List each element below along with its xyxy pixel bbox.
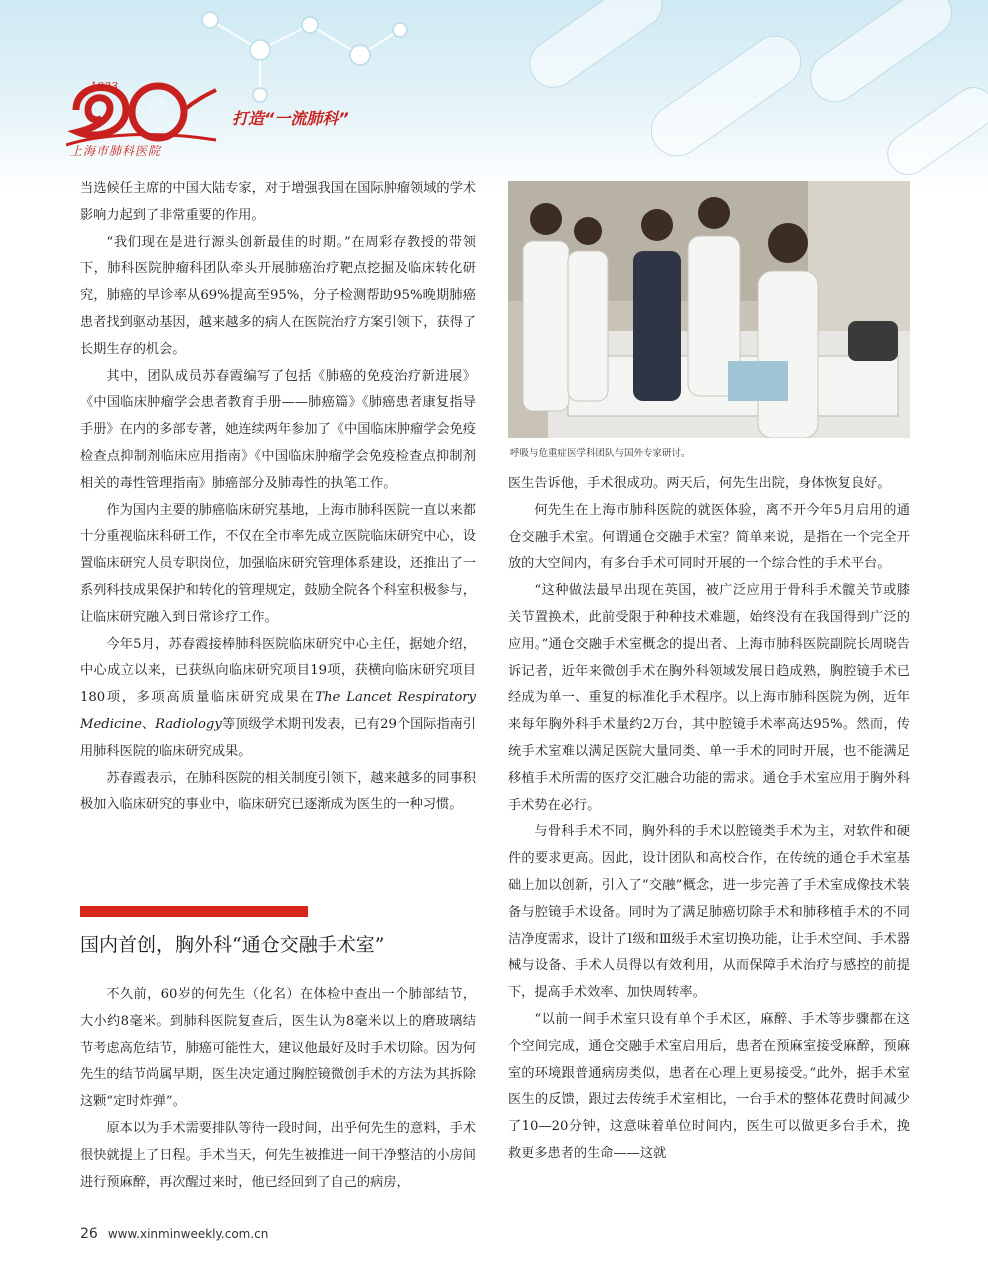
separator: 、 bbox=[141, 716, 156, 732]
paragraph: “我们现在是进行源头创新最佳的时期。”在周彩存教授的带领下，肺科医院肿瘤科团队牵头开展肺癌治疗靶点挖掘及临床转化研究，肺癌的早诊率从69%提高至95%，分子检测帮助95%晚期肺癌患者找到驱动基因，越来越多的病人在医院治疗方案引领下，获得了长期生存的机会。 bbox=[80, 234, 476, 357]
photo-illustration bbox=[508, 181, 910, 438]
page-footer bbox=[80, 1226, 268, 1242]
logo-hospital-name: 上海市肺科医院 bbox=[70, 144, 162, 158]
paragraph: 苏春霞表示，在肺科医院的相关制度引领下，越来越多的同事积极加入临床研究的事业中，临床研究已逐渐成为医生的一种习惯。 bbox=[80, 770, 476, 813]
paragraph: 当选候任主席的中国大陆专家，对于增强我国在国际肿瘤领域的学术影响力起到了非常重要的作用。 bbox=[80, 181, 476, 223]
page-number: 26 bbox=[80, 1226, 98, 1242]
paragraph: 不久前，60岁的何先生（化名）在体检中查出一个肺部结节，大小约8毫米。到肺科医院复查后，医生认为8毫米以上的磨玻璃结节考虑高危结节，肺癌可能性大，建议他最好及时手术切除。因为何先生的结节尚属早期，医生决定通过胸腔镜微创手术的方法为其拆除这颗“定时炸弹”。 bbox=[80, 987, 476, 1110]
header-title-quote: “一流肺科” bbox=[264, 109, 349, 128]
right-column bbox=[508, 471, 910, 1168]
paragraph: “以前一间手术室只设有单个手术区，麻醉、手术等步骤都在这个空间完成，通仓交融手术室启用后，患者在预麻室接受麻醉，预麻室的环境跟普通病房类似，患者在心理上更易接受。”此外，据手术室医生的反馈，跟过去传统手术室相比，一台手术的整体花费时间减少了10—20分钟，这意味着单位时间内，医生可以做更多台手术，挽救更多患者的生命——这就 bbox=[508, 1011, 910, 1161]
website-link[interactable]: www.xinminweekly.com.cn bbox=[107, 1227, 269, 1241]
section-accent-bar bbox=[80, 906, 308, 917]
journal-name: Radiology bbox=[155, 716, 222, 732]
logo-year: 1933 bbox=[90, 80, 118, 93]
left-column bbox=[80, 176, 476, 819]
header-title bbox=[232, 106, 349, 129]
paragraph: 原本以为手术需要排队等待一段时间，出乎何先生的意料，手术很快就提上了日程。手术当天，何先生被推进一间干净整洁的小房间进行预麻醉，再次醒过来时，他已经回到了自己的病房， bbox=[80, 1120, 476, 1190]
paragraph-text: 等顶级学术期刊发表，已有29个国际指南引用肺科医院的临床研究成果。 bbox=[80, 716, 477, 759]
left-column-bottom bbox=[80, 982, 476, 1196]
section-title: 国内首创，胸外科“通仓交融手术室” bbox=[80, 934, 385, 956]
paragraph: 医生告诉他，手术很成功。两天后，何先生出院，身体恢复良好。 bbox=[508, 476, 891, 491]
paragraph-text: 今年5月，苏春霞接棒肺科医院临床研究中心主任，据她介绍，中心成立以来，已获纵向临床研究项目19项，获横向临床研究项目180项，多项高质量临床研究成果在 bbox=[80, 636, 476, 706]
header-title-prefix: 打造 bbox=[232, 109, 265, 128]
paragraph: “这种做法最早出现在英国，被广泛应用于骨科手术髋关节或膝关节置换术，此前受限于种种技术难题，始终没有在我国得到广泛的应用。”通仓交融手术室概念的提出者、上海市肺科医院副院长周晓告诉记者，近年来微创手术在胸外科领域发展日趋成熟，胸腔镜手术已经成为单一、重复的标准化手术程序。以上海市肺科医院为例，近年来每年胸外科手术量约2万台，其中腔镜手术率高达95%。然而，传统手术室难以满足医院大量同类、单一手术的同时开展，也不能满足移植手术所需的医疗交汇融合功能的需求。通仓手术室应用于胸外科手术势在必行。 bbox=[508, 583, 910, 813]
doctors-team-photo bbox=[508, 181, 910, 438]
paragraph: 何先生在上海市肺科医院的就医体验，离不开今年5月启用的通仓交融手术室。何谓通仓交融手术室？简单来说，是指在一个完全开放的大空间内，有多台手术可同时开展的一个综合性的手术平台。 bbox=[508, 502, 910, 572]
journal-name: The Lancet Respiratory Medicine bbox=[80, 690, 477, 732]
photo-caption: 呼吸与危重症医学科团队与国外专家研讨。 bbox=[510, 448, 691, 459]
paragraph: 作为国内主要的肺癌临床研究基地，上海市肺科医院一直以来都十分重视临床科研工作，不仅在全市率先成立医院临床研究中心，设置临床研究人员专职岗位，加强临床研究管理体系建设，还推出了一系列科技成果保护和转化的管理规定，鼓励全院各个科室积极参与，让临床研究融入到日常诊疗工作。 bbox=[80, 502, 476, 625]
paragraph: 其中，团队成员苏春霞编写了包括《肺癌的免疫治疗新进展》《中国临床肿瘤学会患者教育手册——肺癌篇》《肺癌患者康复指导手册》在内的多部专著，她连续两年参加了《中国临床肿瘤学会免疫检查点抑制剂临床应用指南》《中国临床肿瘤学会免疫检查点抑制剂相关的毒性管理指南》肺癌部分及肺毒性的执笔工作。 bbox=[80, 368, 476, 491]
paragraph bbox=[80, 632, 476, 766]
paragraph: 与骨科手术不同，胸外科的手术以腔镜类手术为主，对软件和硬件的要求更高。因此，设计团队和高校合作，在传统的通仓手术室基础上加以创新，引入了“交融”概念，进一步完善了手术室成像技术装备与腔镜手术设备。同时为了满足肺癌切除手术和肺移植手术的不同洁净度需求，设计了Ⅰ级和Ⅲ级手术室切换功能，让手术空间、手术器械与设备、手术人员得以有效利用，从而保障手术治疗与感控的前提下，提高手术效率、加快周转率。 bbox=[508, 824, 910, 1001]
